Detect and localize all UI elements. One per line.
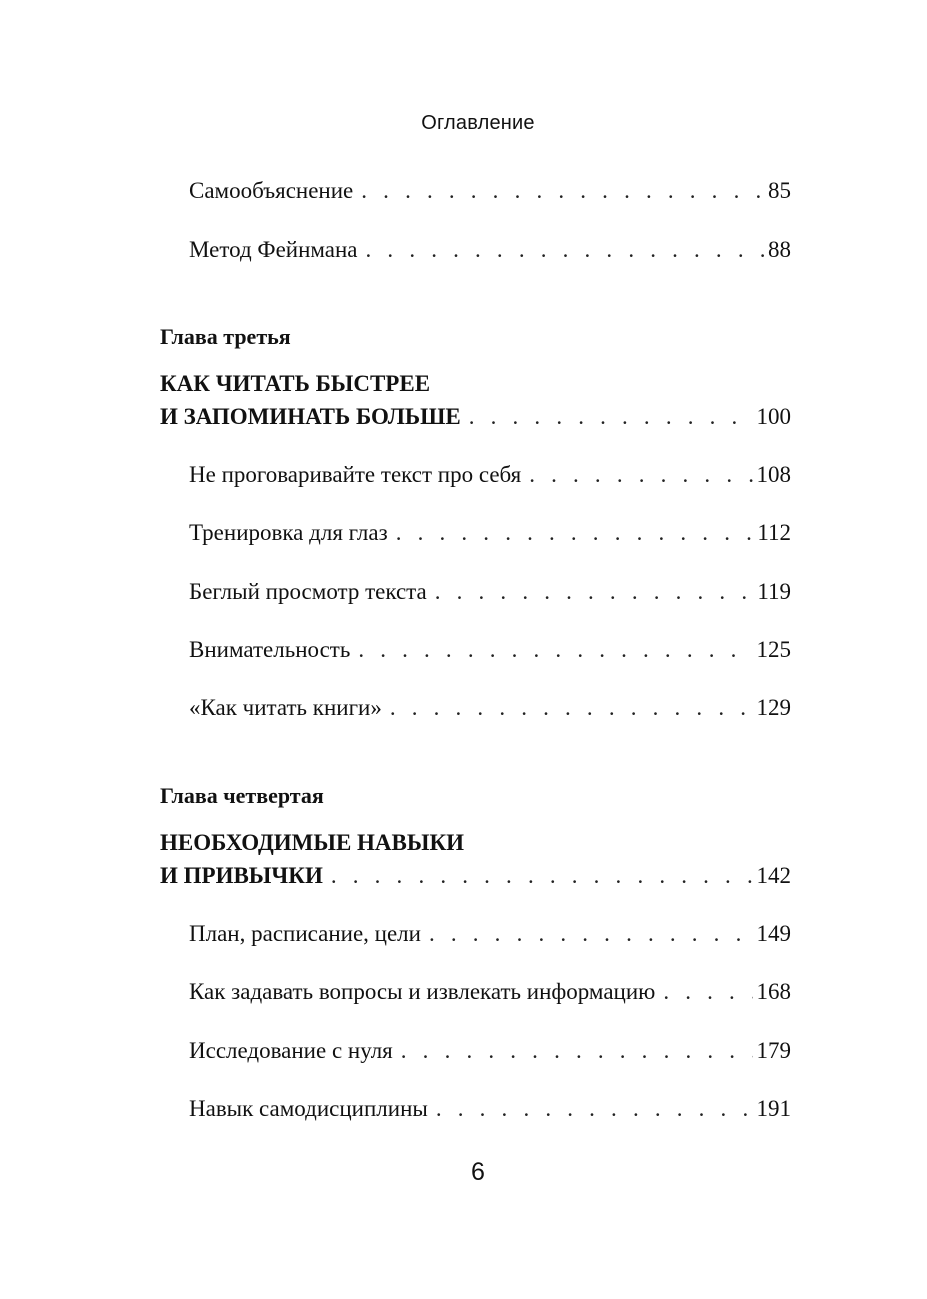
toc-leader-dots <box>469 403 753 431</box>
chapter-title-entry <box>160 403 791 431</box>
toc-leader-dots <box>429 920 753 948</box>
chapter-title-line: КАК ЧИТАТЬ БЫСТРЕЕ <box>160 371 431 396</box>
toc-entry-page: 168 <box>756 979 791 1004</box>
toc-entry <box>189 694 791 722</box>
chapter-label: Глава четвертая <box>160 783 324 808</box>
toc-leader-dots <box>361 177 764 205</box>
toc-entry <box>189 236 791 264</box>
toc-leader-dots <box>663 978 752 1006</box>
page-number: 6 <box>471 1158 485 1186</box>
toc-entry-page: 85 <box>768 178 791 203</box>
toc-leader-dots <box>366 236 764 264</box>
toc-entry-page: 108 <box>756 462 791 487</box>
chapter-page: 142 <box>756 863 791 888</box>
toc-entry-title: План, расписание, цели <box>189 921 421 946</box>
toc-leader-dots <box>396 519 754 547</box>
toc-entry-title: «Как читать книги» <box>189 695 382 720</box>
toc-entry-page: 112 <box>757 520 791 545</box>
toc-entry <box>189 1037 791 1065</box>
chapter-title-line: И ЗАПОМИНАТЬ БОЛЬШЕ <box>160 404 461 429</box>
running-head: Оглавление <box>421 112 535 134</box>
toc-entry <box>189 1095 791 1123</box>
toc-leader-dots <box>390 694 753 722</box>
toc-entry-title: Как задавать вопросы и извлекать информацию <box>189 979 656 1004</box>
chapter-page: 100 <box>756 404 791 429</box>
toc-entry-page: 149 <box>756 921 791 946</box>
toc-entry-page: 119 <box>757 579 791 604</box>
toc-entry <box>189 636 791 664</box>
toc-entry <box>189 519 791 547</box>
toc-leader-dots <box>435 578 754 606</box>
toc-leader-dots <box>331 862 753 890</box>
toc-leader-dots <box>401 1037 753 1065</box>
chapter-title-entry <box>160 862 791 890</box>
toc-entry <box>189 461 791 489</box>
chapter-label: Глава третья <box>160 324 291 349</box>
toc-entry-title: Навык самодисциплины <box>189 1096 428 1121</box>
toc-entry-title: Тренировка для глаз <box>189 520 388 545</box>
toc-entry <box>189 920 791 948</box>
toc-entry-title: Не проговаривайте текст про себя <box>189 462 522 487</box>
toc-entry-page: 88 <box>768 237 791 262</box>
toc-entry-page: 129 <box>756 695 791 720</box>
toc-leader-dots <box>436 1095 753 1123</box>
toc-entry-page: 191 <box>756 1096 791 1121</box>
toc-entry-page: 125 <box>756 637 791 662</box>
toc-entry-title: Беглый просмотр текста <box>189 579 427 604</box>
toc-entry <box>189 177 791 205</box>
toc-entry-title: Метод Фейнмана <box>189 237 358 262</box>
toc-entry <box>189 978 791 1006</box>
toc-leader-dots <box>529 461 752 489</box>
chapter-title-line: И ПРИВЫЧКИ <box>160 863 323 888</box>
chapter-title-line: НЕОБХОДИМЫЕ НАВЫКИ <box>160 830 465 855</box>
toc-leader-dots <box>358 636 752 664</box>
toc-entry-title: Самообъяснение <box>189 178 354 203</box>
toc-entry <box>189 578 791 606</box>
toc-entry-title: Внимательность <box>189 637 351 662</box>
toc-entry-page: 179 <box>756 1038 791 1063</box>
toc-entry-title: Исследование с нуля <box>189 1038 393 1063</box>
